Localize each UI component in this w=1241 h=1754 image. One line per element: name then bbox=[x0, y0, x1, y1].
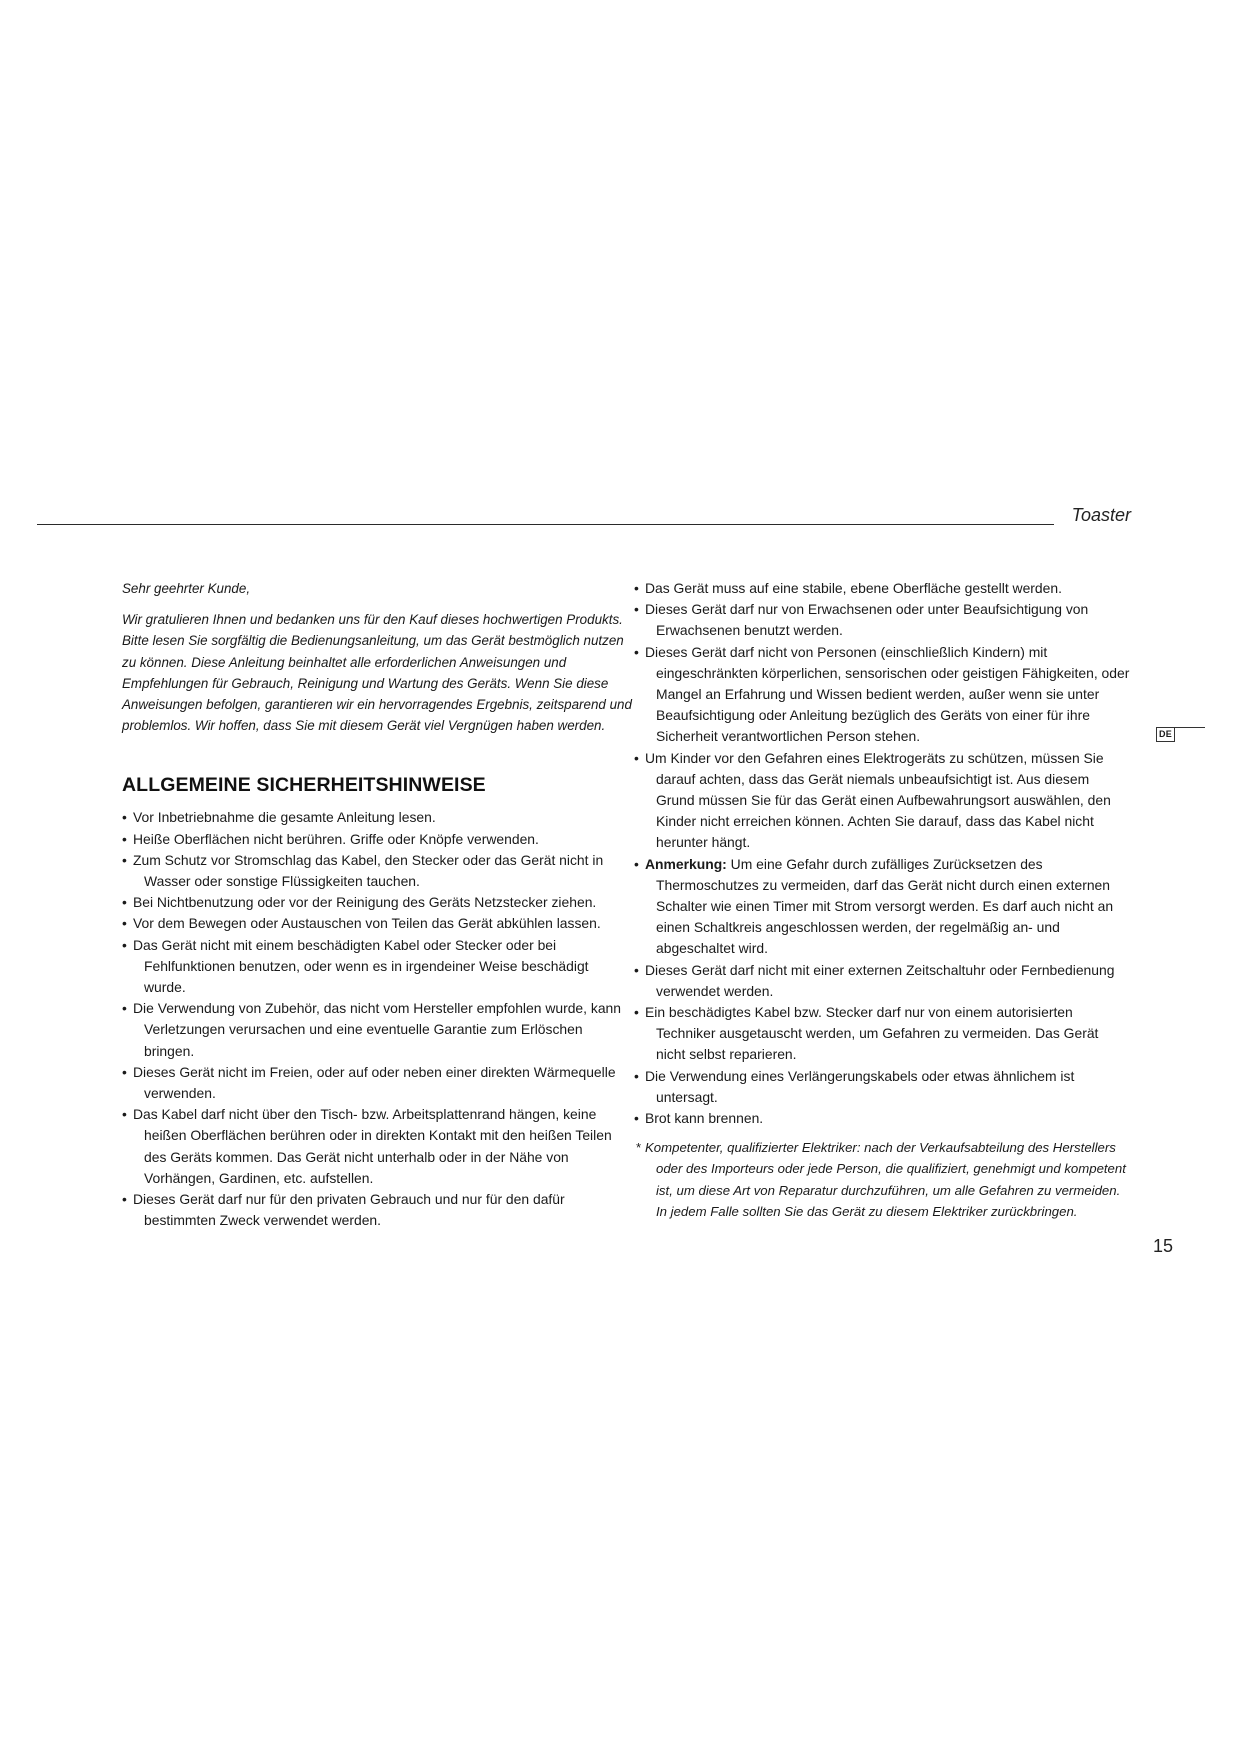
language-tab-line bbox=[1175, 727, 1205, 728]
left-column bbox=[122, 578, 634, 1231]
header-title: Toaster bbox=[1071, 505, 1131, 525]
safety-item: • Heiße Oberflächen nicht berühren. Griffe oder Knöpfe verwenden. bbox=[122, 829, 634, 850]
safety-item: • Zum Schutz vor Stromschlag das Kabel, den Stecker oder das Gerät nicht in Wasser oder sonstige Flüssigkeiten tauchen. bbox=[122, 850, 634, 892]
safety-item: • Bei Nichtbenutzung oder vor der Reinigung des Geräts Netzstecker ziehen. bbox=[122, 892, 634, 913]
footnote bbox=[634, 1137, 1130, 1222]
safety-item: • Ein beschädigtes Kabel bzw. Stecker darf nur von einem autorisierten Techniker ausgetauscht werden, um Gefahren zu vermeiden. Das Gerät nicht selbst reparieren. bbox=[634, 1002, 1130, 1066]
safety-item: • Dieses Gerät darf nicht von Personen (einschließlich Kindern) mit eingeschränkten körperlichen, sensorischen oder geistigen Fähigkeiten, oder Mangel an Erfahrung und Wissen bedient werden, außer wenn sie unter Beaufsichtigung oder Anleitung bezüglich des Geräts von einer für ihre Sicherheit verantwortlichen Person stehen. bbox=[634, 642, 1130, 748]
safety-heading: ALLGEMEINE SICHERHEITSHINWEISE bbox=[122, 774, 486, 797]
right-column bbox=[634, 578, 1130, 1222]
safety-list-right bbox=[634, 578, 1130, 1129]
safety-item: • Dieses Gerät darf nur für den privaten Gebrauch und nur für den dafür bestimmten Zweck verwendet werden. bbox=[122, 1189, 634, 1231]
safety-list-left bbox=[122, 807, 634, 1231]
language-badge: DE bbox=[1156, 727, 1175, 742]
footnote-mark: * bbox=[636, 1140, 642, 1156]
language-tab bbox=[1156, 727, 1205, 742]
safety-item: • Dieses Gerät nicht im Freien, oder auf oder neben einer direkten Wärmequelle verwenden. bbox=[122, 1062, 634, 1104]
note-text: Um eine Gefahr durch zufälliges Zurücksetzen des Thermoschutzes zu vermeiden, darf das Gerät nicht durch einen externen Schalter wie einen Timer mit Strom versorgt werden. Es darf auch nicht an einen Schaltkreis angeschlossen werden, der regelmäßig an- und abgeschaltet wird. bbox=[656, 855, 1114, 957]
intro-greeting: Sehr geehrter Kunde, bbox=[122, 581, 251, 596]
safety-item: • Die Verwendung eines Verlängerungskabels oder etwas ähnlichem ist untersagt. bbox=[634, 1066, 1130, 1108]
safety-item: • Dieses Gerät darf nur von Erwachsenen oder unter Beaufsichtigung von Erwachsenen benutzt werden. bbox=[634, 599, 1130, 641]
safety-item: • Das Kabel darf nicht über den Tisch- bzw. Arbeitsplattenrand hängen, keine heißen Oberflächen berühren oder in direkten Kontakt mit den heißen Teilen des Geräts kommen. Das Gerät nicht unterhalb oder in der Nähe von Vorhängen, Gardinen, etc. aufstellen. bbox=[122, 1104, 634, 1189]
safety-item: • Das Gerät muss auf eine stabile, ebene Oberfläche gestellt werden. bbox=[634, 578, 1130, 599]
safety-item: • Vor dem Bewegen oder Austauschen von Teilen das Gerät abkühlen lassen. bbox=[122, 913, 634, 934]
footnote-text: Kompetenter, qualifizierter Elektriker: nach der Verkaufsabteilung des Herstellers oder des Importeurs oder jede Person, die qualifiziert, genehmigt und kompetent ist, um diese Art von Reparatur durchzuführen, um alle Gefahren zu vermeiden. In jedem Falle sollten Sie das Gerät zu diesem Elektriker zurückbringen. bbox=[645, 1140, 1126, 1219]
safety-item: • Vor Inbetriebnahme die gesamte Anleitung lesen. bbox=[122, 807, 634, 828]
header-rule bbox=[37, 524, 1054, 525]
safety-item: • Dieses Gerät darf nicht mit einer externen Zeitschaltuhr oder Fernbedienung verwendet werden. bbox=[634, 960, 1130, 1002]
note-item bbox=[634, 854, 1130, 960]
note-label: Anmerkung: bbox=[645, 855, 727, 872]
safety-item: • Die Verwendung von Zubehör, das nicht vom Hersteller empfohlen wurde, kann Verletzungen verursachen und eine eventuelle Garantie zum Erlöschen bringen. bbox=[122, 998, 634, 1062]
page-number: 15 bbox=[1153, 1236, 1174, 1256]
safety-item: • Brot kann brennen. bbox=[634, 1108, 1130, 1129]
intro-paragraph: Wir gratulieren Ihnen und bedanken uns für den Kauf dieses hochwertigen Produkts. Bitte lesen Sie sorgfältig die Bedienungsanleitung, um das Gerät bestmöglich nutzen zu können. Diese Anleitung beinhaltet alle erforderlichen Anweisungen und Empfehlungen für Gebrauch, Reinigung und Wartung des Geräts. Wenn Sie diese Anweisungen befolgen, garantieren wir ein hervorragendes Ergebnis, zeitsparend und problemlos. Wir hoffen, dass Sie mit diesem Gerät viel Vergnügen haben werden. bbox=[122, 612, 632, 734]
safety-item: • Um Kinder vor den Gefahren eines Elektrogeräts zu schützen, müssen Sie darauf achten, dass das Gerät niemals unbeaufsichtigt ist. Aus diesem Grund müssen Sie für das Gerät einen Aufbewahrungsort auswählen, den Kinder nicht erreichen können. Achten Sie darauf, dass das Kabel nicht herunter hängt. bbox=[634, 748, 1130, 854]
safety-item: • Das Gerät nicht mit einem beschädigten Kabel oder Stecker oder bei Fehlfunktionen benutzen, oder wenn es in irgendeiner Weise beschädigt wurde. bbox=[122, 935, 634, 999]
